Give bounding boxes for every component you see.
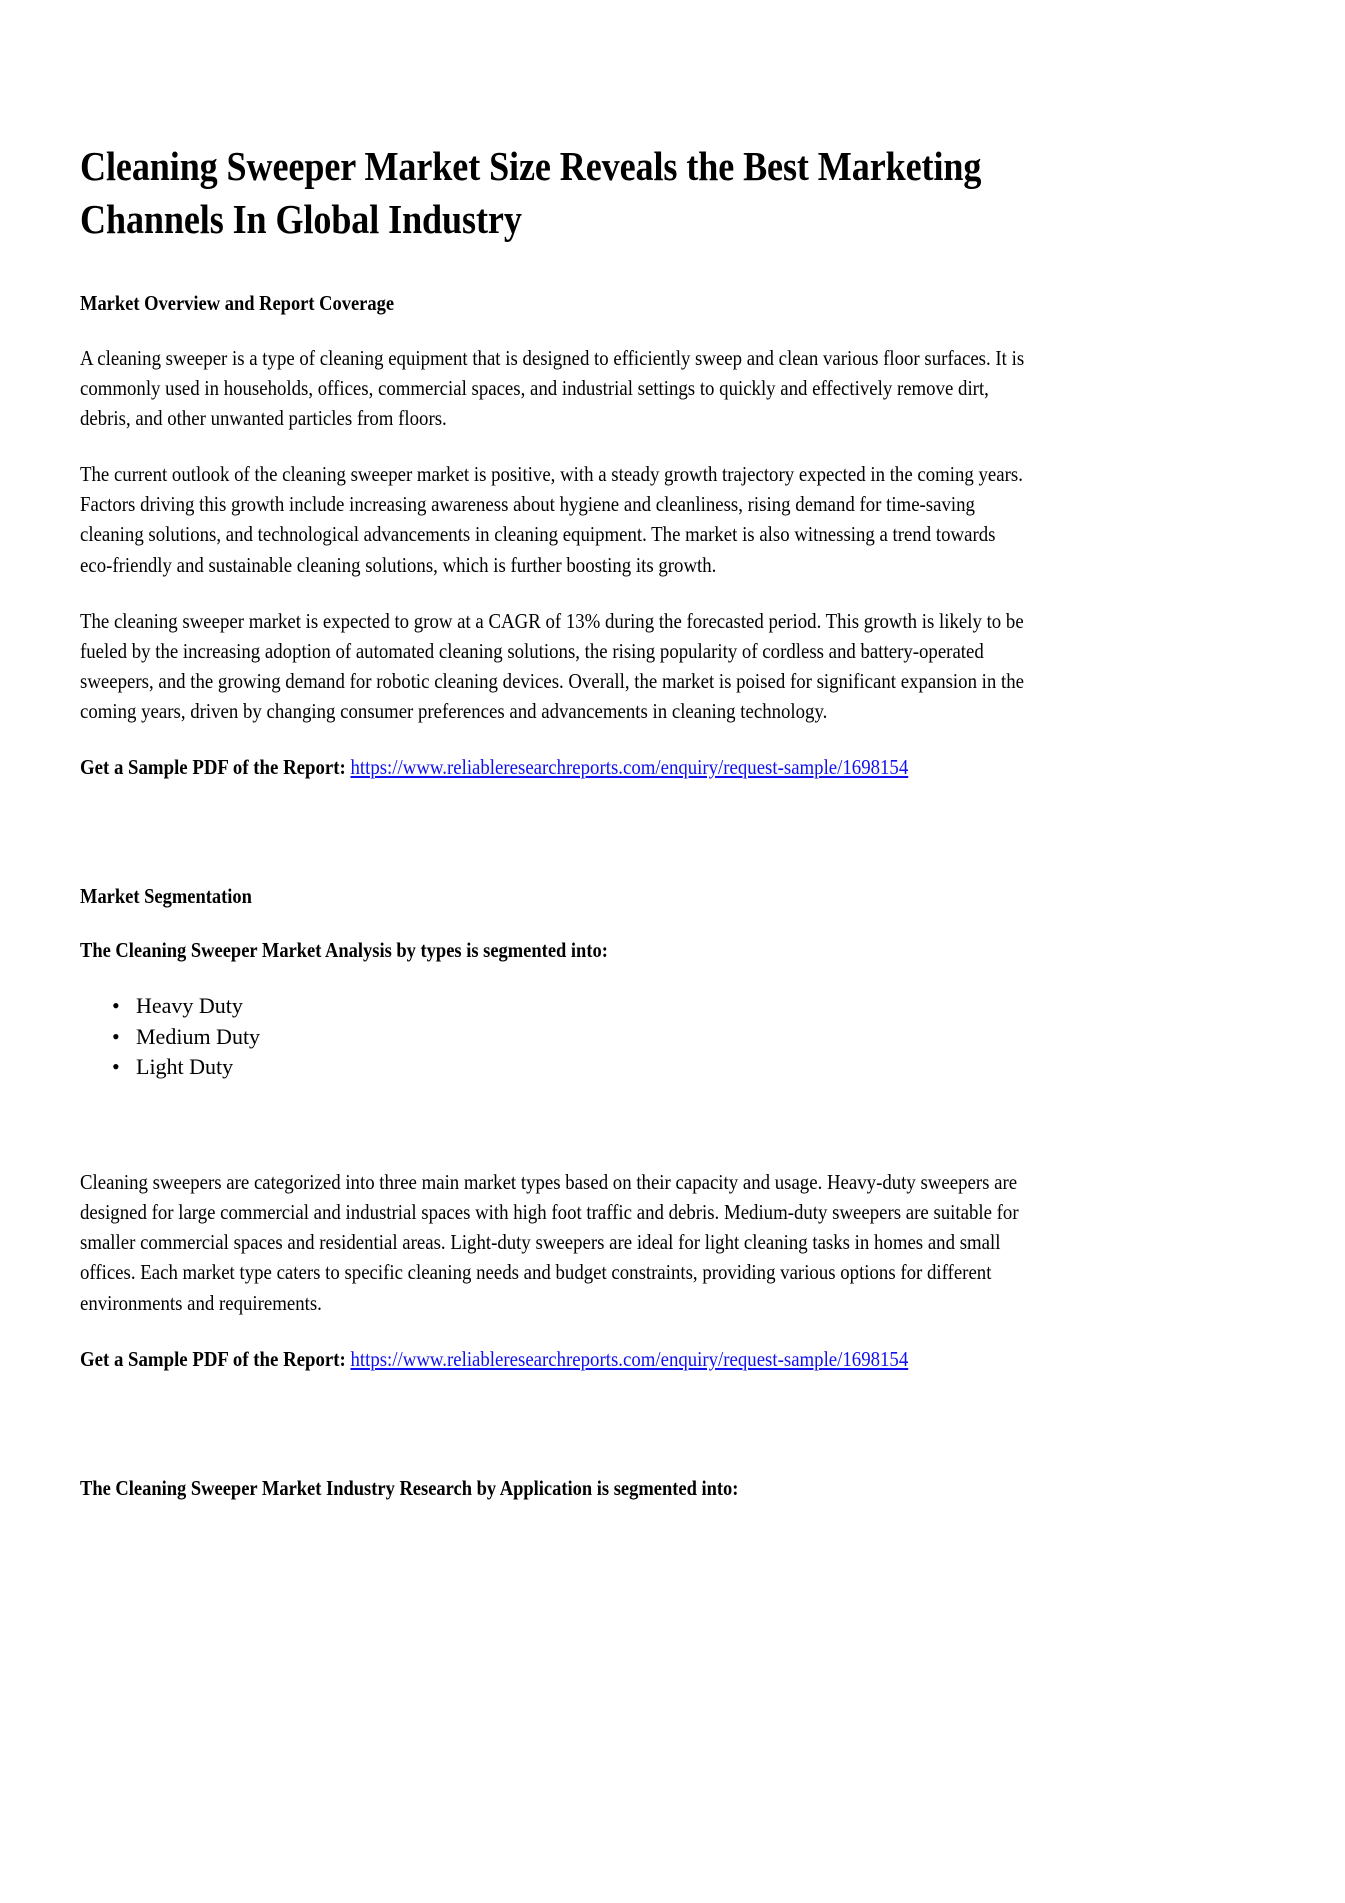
sample-pdf-label-2: Get a Sample PDF of the Report: (80, 1346, 346, 1371)
bullet-icon: • (112, 1023, 120, 1049)
heading-application-segmentation: The Cleaning Sweeper Market Industry Research by Application is segmented into: (80, 1475, 739, 1500)
page-title: Cleaning Sweeper Market Size Reveals the Best Marketing Channels In Global Industry (80, 143, 982, 243)
list-item (112, 1022, 1032, 1053)
sample-pdf-label-1: Get a Sample PDF of the Report: (80, 754, 346, 779)
bullet-icon: • (112, 1054, 120, 1080)
spacer-2 (80, 1109, 1032, 1167)
spacer-3 (80, 1400, 1032, 1474)
sample-pdf-link-2[interactable]: https://www.reliableresearchreports.com/enquiry/request-sample/1698154 (350, 1346, 909, 1371)
paragraph-market-outlook: The current outlook of the cleaning sweeper market is positive, with a steady growth trajectory expected in the coming years. Factors driving this growth include increasing awareness about hygiene and cleanliness, rising demand for time-saving cleaning solutions, and technological advancements in cleaning equipment. The market is also witnessing a trend towards eco-friendly and sustainable cleaning solutions, which is further boosting its growth. (80, 462, 1023, 577)
heading-types-segmentation: The Cleaning Sweeper Market Analysis by types is segmented into: (80, 938, 608, 963)
types-list (80, 991, 1032, 1083)
bullet-icon: • (112, 992, 120, 1018)
list-item (112, 991, 1032, 1022)
list-item-label: Light Duty (136, 1054, 234, 1080)
sample-pdf-link-1[interactable]: https://www.reliableresearchreports.com/enquiry/request-sample/1698154 (350, 754, 909, 779)
paragraph-overview-definition: A cleaning sweeper is a type of cleaning equipment that is designed to efficiently sweep and clean various floor surfaces. It is commonly used in households, offices, commercial spaces, and industrial settings to quickly and effectively remove dirt, debris, and other unwanted particles from floors. (80, 345, 1025, 431)
paragraph-cagr-growth: The cleaning sweeper market is expected to grow at a CAGR of 13% during the forecasted period. This growth is likely to be fueled by the increasing adoption of automated cleaning solutions, the rising popularity of cordless and battery-operated sweepers, and the growing demand for robotic cleaning devices. Overall, the market is poised for significant expansion in the coming years, driven by changing consumer preferences and advancements in cleaning technology. (80, 608, 1025, 723)
list-item-label: Medium Duty (136, 1023, 261, 1049)
paragraph-type-descriptions: Cleaning sweepers are categorized into three main market types based on their capacity and usage. Heavy-duty sweepers are designed for large commercial and industrial spaces with high foot traffic and debris. Medium-duty sweepers are suitable for smaller commercial spaces and residential areas. Light-duty sweepers are ideal for light cleaning tasks in homes and small offices. Each market type caters to specific cleaning needs and budget constraints, providing various options for different environments and requirements. (80, 1170, 1019, 1315)
spacer-1 (80, 808, 1032, 882)
heading-market-overview: Market Overview and Report Coverage (80, 290, 395, 315)
list-item (112, 1052, 1032, 1083)
sample-pdf-block-1 (80, 752, 1032, 782)
document-content (80, 140, 1032, 1528)
sample-pdf-block-2 (80, 1344, 1032, 1374)
list-item-label: Heavy Duty (136, 992, 243, 1018)
heading-market-segmentation: Market Segmentation (80, 884, 252, 909)
